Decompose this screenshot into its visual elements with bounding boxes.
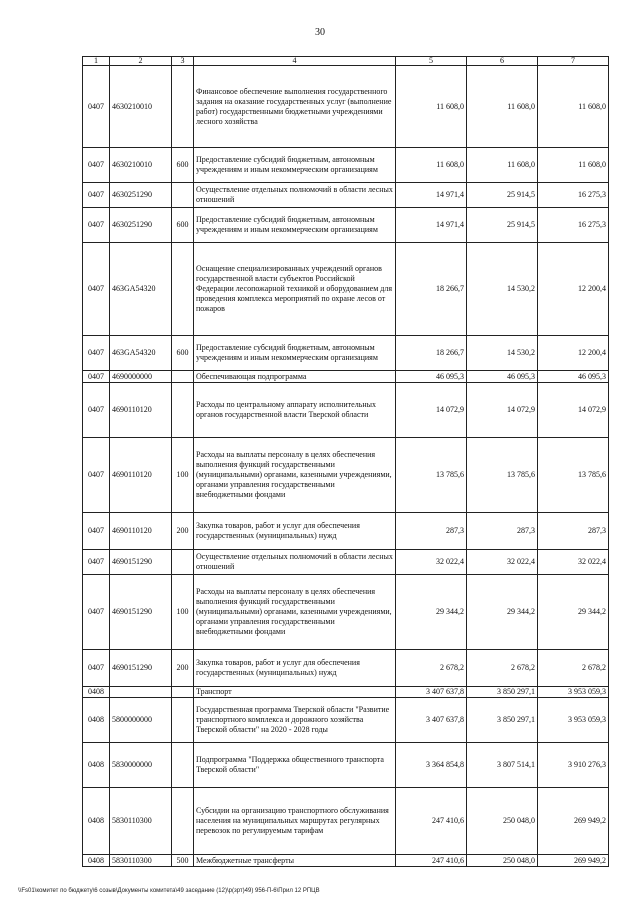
header-cell: 6 <box>467 57 538 66</box>
section-code: 0407 <box>83 650 110 687</box>
section-code: 0408 <box>83 788 110 855</box>
item-name: Межбюджетные трансферты <box>194 855 396 867</box>
table-row <box>83 687 609 698</box>
section-code: 0407 <box>83 513 110 550</box>
expense-type: 100 <box>172 438 194 513</box>
amount-col5: 11 608,0 <box>396 66 467 148</box>
section-code: 0407 <box>83 208 110 243</box>
amount-col5: 287,3 <box>396 513 467 550</box>
expense-type: 500 <box>172 855 194 867</box>
amount-col7: 16 275,3 <box>538 183 609 208</box>
expense-type: 600 <box>172 336 194 371</box>
section-code: 0407 <box>83 336 110 371</box>
section-code: 0407 <box>83 438 110 513</box>
item-name: Подпрограмма "Поддержка общественного транспорта Тверской области" <box>194 743 396 788</box>
header-cell: 3 <box>172 57 194 66</box>
amount-col5: 14 971,4 <box>396 208 467 243</box>
amount-col7: 11 608,0 <box>538 148 609 183</box>
amount-col5: 3 364 854,8 <box>396 743 467 788</box>
amount-col5: 247 410,6 <box>396 855 467 867</box>
amount-col6: 13 785,6 <box>467 438 538 513</box>
amount-col7: 269 949,2 <box>538 855 609 867</box>
amount-col5: 3 407 637,8 <box>396 687 467 698</box>
amount-col5: 14 072,9 <box>396 383 467 438</box>
amount-col5: 46 095,3 <box>396 371 467 383</box>
amount-col5: 32 022,4 <box>396 550 467 575</box>
header-cell: 5 <box>396 57 467 66</box>
target-code: 4630251290 <box>110 183 172 208</box>
table-row <box>83 650 609 687</box>
amount-col6: 14 072,9 <box>467 383 538 438</box>
amount-col7: 287,3 <box>538 513 609 550</box>
amount-col6: 3 850 297,1 <box>467 687 538 698</box>
amount-col7: 269 949,2 <box>538 788 609 855</box>
amount-col5: 13 785,6 <box>396 438 467 513</box>
amount-col5: 2 678,2 <box>396 650 467 687</box>
amount-col7: 16 275,3 <box>538 208 609 243</box>
expense-type <box>172 243 194 336</box>
table-row <box>83 698 609 743</box>
amount-col5: 14 971,4 <box>396 183 467 208</box>
item-name: Предоставление субсидий бюджетным, автономным учреждениям и иным некоммерческим организациям <box>194 148 396 183</box>
section-code: 0407 <box>83 371 110 383</box>
amount-col7: 12 200,4 <box>538 336 609 371</box>
item-name: Предоставление субсидий бюджетным, автономным учреждениям и иным некоммерческим организациям <box>194 336 396 371</box>
table-row <box>83 208 609 243</box>
target-code: 5800000000 <box>110 698 172 743</box>
budget-table <box>82 56 609 867</box>
target-code: 4690151290 <box>110 650 172 687</box>
table-row <box>83 788 609 855</box>
page-number: 30 <box>315 27 325 38</box>
section-code: 0407 <box>83 575 110 650</box>
item-name: Государственная программа Тверской области "Развитие транспортного комплекса и дорожного хозяйства Тверской области" на 2020 - 2028 годы <box>194 698 396 743</box>
target-code: 4690151290 <box>110 550 172 575</box>
amount-col5: 29 344,2 <box>396 575 467 650</box>
amount-col7: 3 953 059,3 <box>538 687 609 698</box>
item-name: Транспорт <box>194 687 396 698</box>
table-row <box>83 183 609 208</box>
amount-col6: 25 914,5 <box>467 208 538 243</box>
amount-col6: 2 678,2 <box>467 650 538 687</box>
amount-col6: 3 807 514,1 <box>467 743 538 788</box>
footer-file-path: \\Fs01\комитет по бюджету\6 созыв\Документы комитета\49 заседание (12)\p(зрт)49) 956-П-6\Прил 12 РПЦВ <box>18 888 320 894</box>
target-code: 4690110120 <box>110 513 172 550</box>
amount-col7: 11 608,0 <box>538 66 609 148</box>
item-name: Расходы на выплаты персоналу в целях обеспечения выполнения функций государственными (муниципальными) органами, казенными учреждениями, органами управления государственными внебюджетными фондами <box>194 575 396 650</box>
table-row <box>83 855 609 867</box>
expense-type <box>172 183 194 208</box>
section-code: 0408 <box>83 698 110 743</box>
item-name: Закупка товаров, работ и услуг для обеспечения государственных (муниципальных) нужд <box>194 650 396 687</box>
expense-type <box>172 698 194 743</box>
amount-col6: 250 048,0 <box>467 855 538 867</box>
target-code: 4690151290 <box>110 575 172 650</box>
item-name: Расходы на выплаты персоналу в целях обеспечения выполнения функций государственными (муниципальными) органами, казенными учреждениями, органами управления государственными внебюджетными фондами <box>194 438 396 513</box>
amount-col7: 32 022,4 <box>538 550 609 575</box>
amount-col5: 18 266,7 <box>396 243 467 336</box>
item-name: Финансовое обеспечение выполнения государственного задания на оказание государственных услуг (выполнение работ) государственными бюджетными учреждениями лесного хозяйства <box>194 66 396 148</box>
amount-col6: 14 530,2 <box>467 243 538 336</box>
target-code: 463GA54320 <box>110 243 172 336</box>
expense-type: 600 <box>172 148 194 183</box>
table-row <box>83 575 609 650</box>
amount-col5: 247 410,6 <box>396 788 467 855</box>
target-code: 5830110300 <box>110 855 172 867</box>
expense-type <box>172 371 194 383</box>
amount-col7: 12 200,4 <box>538 243 609 336</box>
expense-type <box>172 788 194 855</box>
target-code <box>110 687 172 698</box>
amount-col6: 46 095,3 <box>467 371 538 383</box>
amount-col6: 32 022,4 <box>467 550 538 575</box>
header-cell: 1 <box>83 57 110 66</box>
amount-col7: 3 953 059,3 <box>538 698 609 743</box>
amount-col6: 29 344,2 <box>467 575 538 650</box>
table-row <box>83 336 609 371</box>
amount-col6: 11 608,0 <box>467 66 538 148</box>
expense-type <box>172 743 194 788</box>
amount-col7: 13 785,6 <box>538 438 609 513</box>
item-name: Обеспечивающая подпрограмма <box>194 371 396 383</box>
amount-col6: 14 530,2 <box>467 336 538 371</box>
amount-col7: 46 095,3 <box>538 371 609 383</box>
expense-type: 100 <box>172 575 194 650</box>
section-code: 0407 <box>83 243 110 336</box>
amount-col6: 25 914,5 <box>467 183 538 208</box>
table-row <box>83 550 609 575</box>
target-code: 4690110120 <box>110 383 172 438</box>
amount-col7: 14 072,9 <box>538 383 609 438</box>
target-code: 4630210010 <box>110 66 172 148</box>
amount-col7: 3 910 276,3 <box>538 743 609 788</box>
item-name: Закупка товаров, работ и услуг для обеспечения государственных (муниципальных) нужд <box>194 513 396 550</box>
header-row <box>83 57 609 66</box>
table-row <box>83 383 609 438</box>
amount-col5: 3 407 637,8 <box>396 698 467 743</box>
table-row <box>83 371 609 383</box>
target-code: 4630251290 <box>110 208 172 243</box>
header-cell: 4 <box>194 57 396 66</box>
amount-col6: 287,3 <box>467 513 538 550</box>
target-code: 4630210010 <box>110 148 172 183</box>
section-code: 0407 <box>83 383 110 438</box>
section-code: 0407 <box>83 148 110 183</box>
section-code: 0407 <box>83 66 110 148</box>
amount-col7: 2 678,2 <box>538 650 609 687</box>
table-row <box>83 148 609 183</box>
header-cell: 7 <box>538 57 609 66</box>
section-code: 0408 <box>83 743 110 788</box>
section-code: 0408 <box>83 687 110 698</box>
amount-col6: 3 850 297,1 <box>467 698 538 743</box>
section-code: 0407 <box>83 550 110 575</box>
expense-type <box>172 550 194 575</box>
target-code: 5830110300 <box>110 788 172 855</box>
amount-col6: 250 048,0 <box>467 788 538 855</box>
section-code: 0407 <box>83 183 110 208</box>
expense-type: 200 <box>172 650 194 687</box>
expense-type: 600 <box>172 208 194 243</box>
item-name: Осуществление отдельных полномочий в области лесных отношений <box>194 550 396 575</box>
item-name: Расходы по центральному аппарату исполнительных органов государственной власти Тверской области <box>194 383 396 438</box>
amount-col5: 18 266,7 <box>396 336 467 371</box>
table-row <box>83 743 609 788</box>
expense-type <box>172 687 194 698</box>
expense-type: 200 <box>172 513 194 550</box>
table-row <box>83 66 609 148</box>
amount-col6: 11 608,0 <box>467 148 538 183</box>
item-name: Предоставление субсидий бюджетным, автономным учреждениям и иным некоммерческим организациям <box>194 208 396 243</box>
header-cell: 2 <box>110 57 172 66</box>
amount-col7: 29 344,2 <box>538 575 609 650</box>
target-code: 4690110120 <box>110 438 172 513</box>
table-row <box>83 438 609 513</box>
item-name: Субсидии на организацию транспортного обслуживания населения на муниципальных маршрутах регулярных перевозок по регулируемым тарифам <box>194 788 396 855</box>
expense-type <box>172 66 194 148</box>
target-code: 5830000000 <box>110 743 172 788</box>
item-name: Оснащение специализированных учреждений органов государственной власти субъектов Российской Федерации лесопожарной техникой и оборудованием для проведения комплекса мероприятий по охране лесов от пожаров <box>194 243 396 336</box>
item-name: Осуществление отдельных полномочий в области лесных отношений <box>194 183 396 208</box>
amount-col5: 11 608,0 <box>396 148 467 183</box>
expense-type <box>172 383 194 438</box>
target-code: 4690000000 <box>110 371 172 383</box>
section-code: 0408 <box>83 855 110 867</box>
table-row <box>83 513 609 550</box>
target-code: 463GA54320 <box>110 336 172 371</box>
table-row <box>83 243 609 336</box>
